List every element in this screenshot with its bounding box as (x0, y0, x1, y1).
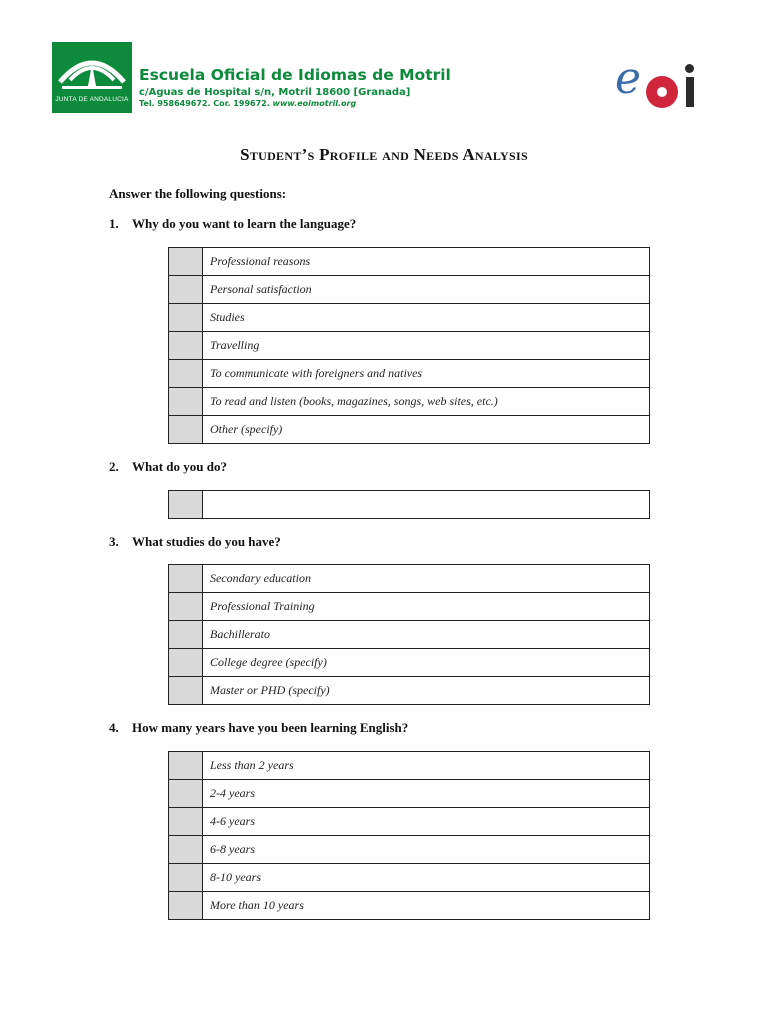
option-label: 6-8 years (203, 836, 650, 864)
question-number: 2. (109, 459, 119, 474)
junta-de-andalucia-logo (52, 42, 132, 113)
option-label: 4-6 years (203, 808, 650, 836)
checkbox[interactable] (169, 304, 203, 332)
option-row (169, 892, 650, 920)
option-label: Other (specify) (203, 416, 650, 444)
options-table-q3 (168, 564, 650, 705)
question-2 (109, 459, 227, 475)
junta-logo-text: JUNTA DE ANDALUCIA (55, 96, 129, 103)
checkbox[interactable] (169, 808, 203, 836)
checkbox[interactable] (169, 276, 203, 304)
option-row (169, 304, 650, 332)
option-row (169, 808, 650, 836)
option-row (169, 593, 650, 621)
school-address: c/Aguas de Hospital s/n, Motril 18600 [Granada] (139, 87, 411, 98)
options-table-q2 (168, 490, 650, 519)
checkbox[interactable] (169, 491, 203, 519)
option-row (169, 276, 650, 304)
eoi-logo-o (646, 76, 678, 108)
option-label: 8-10 years (203, 864, 650, 892)
checkbox[interactable] (169, 360, 203, 388)
eoi-logo-e: e (615, 53, 642, 104)
answer-field[interactable] (203, 491, 650, 519)
intro-text: Answer the following questions: (109, 186, 287, 201)
question-3 (109, 534, 281, 550)
question-number: 4. (109, 720, 119, 735)
school-tel: Tel. 958649672. Cor. 199672. (139, 99, 270, 108)
school-info (139, 66, 451, 109)
checkbox[interactable] (169, 416, 203, 444)
option-label: Travelling (203, 332, 650, 360)
checkbox[interactable] (169, 780, 203, 808)
school-contact (139, 99, 451, 109)
options-table-q4 (168, 751, 650, 920)
options-table-q1 (168, 247, 650, 444)
school-website: www.eoimotril.org (272, 99, 357, 108)
checkbox[interactable] (169, 649, 203, 677)
eoi-logo-i-bar (686, 77, 694, 107)
option-row (169, 565, 650, 593)
option-label: College degree (specify) (203, 649, 650, 677)
checkbox[interactable] (169, 892, 203, 920)
option-label: To communicate with foreigners and natives (203, 360, 650, 388)
option-row (169, 677, 650, 705)
option-row (169, 416, 650, 444)
option-row (169, 621, 650, 649)
option-row (169, 649, 650, 677)
option-label: Professional Training (203, 593, 650, 621)
question-1 (109, 216, 356, 232)
option-label: Bachillerato (203, 621, 650, 649)
checkbox[interactable] (169, 836, 203, 864)
option-label: Personal satisfaction (203, 276, 650, 304)
checkbox[interactable] (169, 677, 203, 705)
question-number: 3. (109, 534, 119, 549)
option-label: Master or PHD (specify) (203, 677, 650, 705)
option-label: Studies (203, 304, 650, 332)
option-row (169, 752, 650, 780)
question-text: What studies do you have? (132, 534, 281, 549)
checkbox[interactable] (169, 388, 203, 416)
checkbox[interactable] (169, 332, 203, 360)
question-text: How many years have you been learning English? (132, 720, 409, 735)
option-row (169, 491, 650, 519)
option-label: More than 10 years (203, 892, 650, 920)
eoi-logo (615, 53, 701, 110)
question-number: 1. (109, 216, 119, 231)
checkbox[interactable] (169, 248, 203, 276)
page-title: Student’s Profile and Needs Analysis (240, 145, 528, 164)
option-label: 2-4 years (203, 780, 650, 808)
question-text: What do you do? (132, 459, 227, 474)
option-row (169, 388, 650, 416)
option-label: To read and listen (books, magazines, songs, web sites, etc.) (203, 388, 650, 416)
letterhead (52, 42, 702, 114)
option-row (169, 864, 650, 892)
option-row (169, 836, 650, 864)
school-name: Escuela Oficial de Idiomas de Motril (139, 66, 451, 84)
checkbox[interactable] (169, 565, 203, 593)
checkbox[interactable] (169, 864, 203, 892)
option-row (169, 780, 650, 808)
checkbox[interactable] (169, 621, 203, 649)
checkbox[interactable] (169, 593, 203, 621)
question-text: Why do you want to learn the language? (132, 216, 357, 231)
option-label: Secondary education (203, 565, 650, 593)
option-row (169, 360, 650, 388)
option-row (169, 248, 650, 276)
option-label: Professional reasons (203, 248, 650, 276)
option-label: Less than 2 years (203, 752, 650, 780)
checkbox[interactable] (169, 752, 203, 780)
eoi-logo-i-dot (685, 64, 694, 73)
option-row (169, 332, 650, 360)
question-4 (109, 720, 408, 736)
